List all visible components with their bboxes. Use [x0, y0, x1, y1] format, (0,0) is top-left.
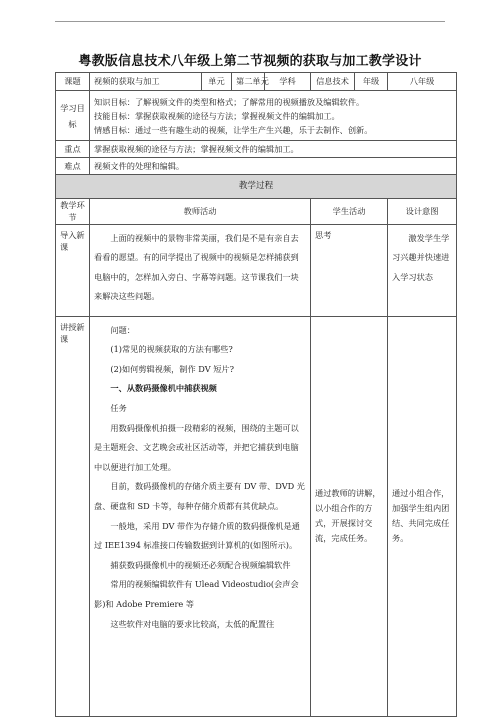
- process-header-row: [56, 199, 457, 225]
- goals-row: [56, 91, 457, 141]
- intro-teacher-text: 上面的视频中的景物非常美丽，我们是不是有亲自去看看的愿望。有的同学提出了视频中的视频是怎样捕获到电脑中的，怎样加入旁白、字幕等问题。这节课我们一块来解决这些问题。: [94, 232, 299, 302]
- lecture-task-text: 用数码摄像机拍摄一段精彩的视频，围绕的主题可以是主题班会、文艺晚会或社区活动等，并把它捕获到电脑中以便进行加工处理。: [94, 422, 299, 472]
- lesson-plan-table: [55, 72, 457, 717]
- difficulties-row: [56, 158, 457, 175]
- document-title: 粤教版信息技术八年级上第二节视频的获取与加工教学设计: [78, 54, 422, 69]
- goal-skill: 技能目标：掌握获取视频的途径与方法；掌握视频文件的编辑加工。: [94, 110, 340, 121]
- intro-teacher: [90, 224, 311, 316]
- grade-value: 八年级: [388, 73, 457, 91]
- lecture-section-heading: 一、从数码摄像机中捕获视频: [110, 383, 217, 394]
- lecture-interface-text: 一般地，采用 DV 带作为存储介质的数码摄像机是通过 IEE1394 标准接口传输数据到计算机的(如图所示)。: [94, 520, 300, 551]
- lecture-question-2: (2)如何剪辑视频，制作 DV 短片?: [110, 363, 234, 374]
- difficulties-label: 难点: [56, 158, 90, 175]
- grade-label: 年级: [355, 73, 388, 91]
- topic-value: 视频的获取与加工: [90, 73, 202, 91]
- unit-label: 单元: [202, 73, 232, 91]
- key-points-value: 掌握获取视频的途径与方法；掌握视频文件的编辑加工。: [90, 141, 457, 158]
- header-intent: 设计意图: [388, 199, 457, 225]
- goal-emotion: 情感目标：通过一些有趣生动的视频，让学生产生兴趣，乐于去制作、创新。: [94, 124, 373, 135]
- info-row: [56, 73, 457, 91]
- header-stage: 教学环节: [56, 199, 90, 225]
- key-points-row: [56, 141, 457, 158]
- key-points-label: 重点: [56, 141, 90, 158]
- lecture-student-text: 通过教师的讲解，以小组合作的方式，开展探讨交流，完成任务。: [315, 488, 381, 544]
- lecture-intent: [388, 316, 457, 716]
- intro-row: [56, 224, 457, 316]
- lecture-teacher: [90, 316, 311, 716]
- goal-knowledge: 知识目标：了解视频文件的类型和格式；了解常用的视频播放及编辑软件。: [94, 96, 365, 107]
- lecture-question-1: (1)常见的视频获取的方法有哪些?: [110, 344, 233, 355]
- process-title-row: [56, 175, 457, 199]
- goals-label: 学习目标: [56, 91, 90, 141]
- goals-content: [90, 91, 457, 141]
- lecture-task-label: 任务: [110, 402, 127, 413]
- topic-label: 课题: [56, 73, 90, 91]
- header-teacher: 教师活动: [90, 199, 311, 225]
- lecture-config-text: 这些软件对电脑的要求比较高，太低的配置往: [110, 618, 275, 629]
- header-student: 学生活动: [311, 199, 388, 225]
- header-rule: [55, 21, 445, 22]
- lecture-software-need: 捕获数码摄像机中的视频还必须配合视频编辑软件: [110, 559, 291, 570]
- process-title: 教学过程: [56, 175, 457, 199]
- unit-value: 第二单元: [232, 73, 265, 91]
- lecture-storage-text: 目前，数码摄像机的存储介质主要有 DV 带、DVD 光盘、硬盘和 SD 卡等，每种存储介质都有其优缺点。: [94, 481, 305, 511]
- subject-value: 信息技术: [311, 73, 355, 91]
- difficulties-value: 视频文件的处理和编辑。: [90, 158, 457, 175]
- intro-intent-text: 激发学生学习兴趣并快速进入学习状态: [392, 232, 450, 282]
- lecture-stage: 讲授新课: [56, 316, 90, 716]
- lecture-student: [311, 316, 388, 716]
- intro-intent: [388, 224, 457, 316]
- subject-label: 学科: [265, 73, 311, 91]
- lecture-row: [56, 316, 457, 716]
- intro-stage: 导入新课: [56, 224, 90, 316]
- lecture-intent-text: 通过小组合作，加强学生组内团结、共同完成任务。: [392, 488, 450, 544]
- lecture-software-list: 常用的视频编辑软件有 Ulead Videostudio(会声会影)和 Adobe Premiere 等: [94, 579, 299, 609]
- lecture-question-label: 问题：: [110, 324, 135, 335]
- intro-student: 思考: [311, 224, 388, 316]
